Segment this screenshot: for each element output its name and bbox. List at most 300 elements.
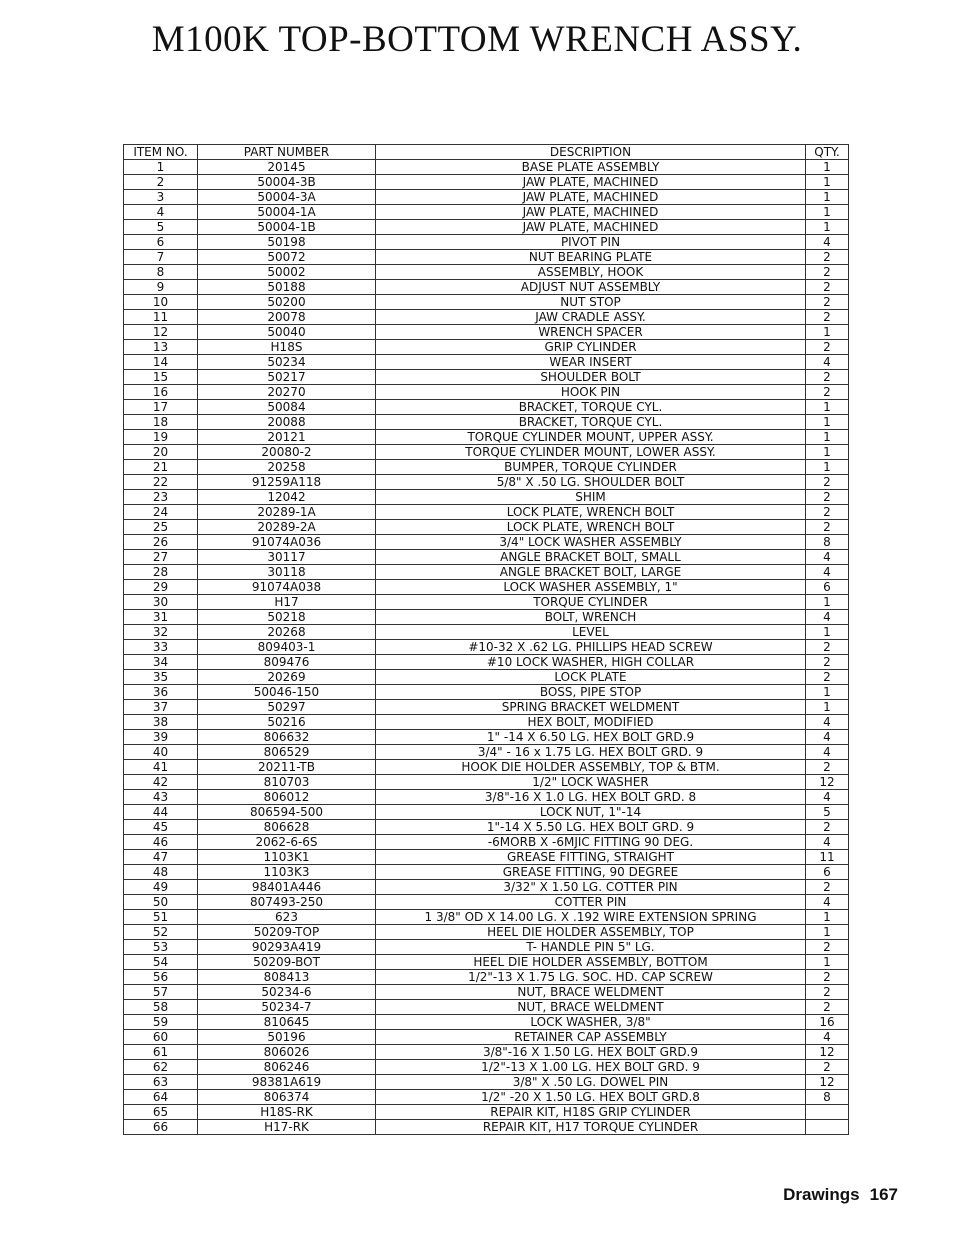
cell-item-no: 14 [124, 355, 198, 370]
cell-description: ASSEMBLY, HOOK [376, 265, 806, 280]
cell-description: JAW PLATE, MACHINED [376, 175, 806, 190]
cell-part-number: 91259A118 [198, 475, 376, 490]
cell-item-no: 10 [124, 295, 198, 310]
header-part-number: PART NUMBER [198, 145, 376, 160]
table-row [124, 340, 849, 355]
cell-part-number: 91074A036 [198, 535, 376, 550]
cell-description: NUT, BRACE WELDMENT [376, 1000, 806, 1015]
cell-qty: 2 [806, 370, 849, 385]
cell-description: 3/32" X 1.50 LG. COTTER PIN [376, 880, 806, 895]
cell-qty: 1 [806, 925, 849, 940]
cell-qty: 2 [806, 940, 849, 955]
cell-description: HEEL DIE HOLDER ASSEMBLY, TOP [376, 925, 806, 940]
cell-item-no: 5 [124, 220, 198, 235]
cell-description: JAW PLATE, MACHINED [376, 190, 806, 205]
cell-item-no: 16 [124, 385, 198, 400]
cell-description: HEX BOLT, MODIFIED [376, 715, 806, 730]
table-row [124, 205, 849, 220]
cell-qty: 4 [806, 895, 849, 910]
cell-part-number: 20268 [198, 625, 376, 640]
cell-part-number: 50004-3A [198, 190, 376, 205]
cell-part-number: 20145 [198, 160, 376, 175]
cell-item-no: 7 [124, 250, 198, 265]
table-row [124, 940, 849, 955]
cell-qty: 2 [806, 265, 849, 280]
cell-qty: 4 [806, 1030, 849, 1045]
cell-description: HOOK DIE HOLDER ASSEMBLY, TOP & BTM. [376, 760, 806, 775]
table-row [124, 1045, 849, 1060]
cell-qty: 4 [806, 355, 849, 370]
cell-description: COTTER PIN [376, 895, 806, 910]
cell-item-no: 50 [124, 895, 198, 910]
cell-description: SHOULDER BOLT [376, 370, 806, 385]
cell-item-no: 45 [124, 820, 198, 835]
cell-description: 5/8" X .50 LG. SHOULDER BOLT [376, 475, 806, 490]
cell-item-no: 40 [124, 745, 198, 760]
cell-description: BOSS, PIPE STOP [376, 685, 806, 700]
cell-qty: 2 [806, 820, 849, 835]
cell-description: HEEL DIE HOLDER ASSEMBLY, BOTTOM [376, 955, 806, 970]
cell-part-number: H18S [198, 340, 376, 355]
cell-item-no: 9 [124, 280, 198, 295]
cell-part-number: 806026 [198, 1045, 376, 1060]
cell-item-no: 22 [124, 475, 198, 490]
cell-qty: 1 [806, 430, 849, 445]
cell-item-no: 29 [124, 580, 198, 595]
cell-description: 3/8"-16 X 1.0 LG. HEX BOLT GRD. 8 [376, 790, 806, 805]
cell-part-number: 20088 [198, 415, 376, 430]
cell-qty: 6 [806, 580, 849, 595]
cell-description: SPRING BRACKET WELDMENT [376, 700, 806, 715]
cell-item-no: 36 [124, 685, 198, 700]
cell-part-number: 809476 [198, 655, 376, 670]
table-row [124, 1120, 849, 1135]
cell-qty: 1 [806, 190, 849, 205]
table-row [124, 610, 849, 625]
cell-part-number: 50188 [198, 280, 376, 295]
cell-item-no: 46 [124, 835, 198, 850]
cell-item-no: 52 [124, 925, 198, 940]
table-row [124, 655, 849, 670]
cell-qty: 1 [806, 415, 849, 430]
parts-list-table [123, 144, 849, 1135]
cell-qty: 1 [806, 175, 849, 190]
cell-description: 3/4" - 16 x 1.75 LG. HEX BOLT GRD. 9 [376, 745, 806, 760]
cell-qty: 2 [806, 655, 849, 670]
cell-part-number: 807493-250 [198, 895, 376, 910]
cell-qty [806, 1105, 849, 1120]
cell-item-no: 63 [124, 1075, 198, 1090]
cell-qty: 1 [806, 400, 849, 415]
table-row [124, 1105, 849, 1120]
table-row [124, 520, 849, 535]
cell-qty: 6 [806, 865, 849, 880]
cell-part-number: 30118 [198, 565, 376, 580]
cell-item-no: 1 [124, 160, 198, 175]
cell-item-no: 32 [124, 625, 198, 640]
header-description: DESCRIPTION [376, 145, 806, 160]
cell-description: GREASE FITTING, 90 DEGREE [376, 865, 806, 880]
cell-item-no: 11 [124, 310, 198, 325]
cell-description: LOCK PLATE, WRENCH BOLT [376, 505, 806, 520]
cell-description: T- HANDLE PIN 5" LG. [376, 940, 806, 955]
cell-item-no: 42 [124, 775, 198, 790]
table-row [124, 415, 849, 430]
cell-qty: 16 [806, 1015, 849, 1030]
table-body [124, 160, 849, 1135]
table-row [124, 775, 849, 790]
cell-qty: 2 [806, 520, 849, 535]
header-item-no: ITEM NO. [124, 145, 198, 160]
cell-description: PIVOT PIN [376, 235, 806, 250]
table-row [124, 385, 849, 400]
cell-item-no: 41 [124, 760, 198, 775]
cell-description: LEVEL [376, 625, 806, 640]
table-row [124, 670, 849, 685]
cell-item-no: 19 [124, 430, 198, 445]
table-row [124, 865, 849, 880]
cell-item-no: 31 [124, 610, 198, 625]
cell-qty: 2 [806, 670, 849, 685]
cell-item-no: 51 [124, 910, 198, 925]
cell-qty: 4 [806, 610, 849, 625]
table-row [124, 265, 849, 280]
cell-part-number: 20289-2A [198, 520, 376, 535]
table-row [124, 760, 849, 775]
cell-part-number: 806374 [198, 1090, 376, 1105]
table-row [124, 640, 849, 655]
cell-description: WEAR INSERT [376, 355, 806, 370]
cell-item-no: 61 [124, 1045, 198, 1060]
cell-description: BOLT, WRENCH [376, 610, 806, 625]
cell-item-no: 56 [124, 970, 198, 985]
cell-part-number: 50216 [198, 715, 376, 730]
cell-description: 1"-14 X 5.50 LG. HEX BOLT GRD. 9 [376, 820, 806, 835]
cell-qty: 2 [806, 490, 849, 505]
cell-description: BRACKET, TORQUE CYL. [376, 415, 806, 430]
cell-qty: 1 [806, 460, 849, 475]
cell-item-no: 49 [124, 880, 198, 895]
cell-item-no: 57 [124, 985, 198, 1000]
cell-qty: 4 [806, 730, 849, 745]
cell-qty: 1 [806, 700, 849, 715]
cell-item-no: 13 [124, 340, 198, 355]
cell-description: NUT BEARING PLATE [376, 250, 806, 265]
cell-item-no: 17 [124, 400, 198, 415]
cell-part-number: 50084 [198, 400, 376, 415]
cell-qty: 1 [806, 625, 849, 640]
cell-description: 3/8" X .50 LG. DOWEL PIN [376, 1075, 806, 1090]
cell-part-number: 20270 [198, 385, 376, 400]
table-row [124, 220, 849, 235]
cell-qty: 2 [806, 310, 849, 325]
table-row [124, 550, 849, 565]
cell-qty: 1 [806, 955, 849, 970]
table-row [124, 1075, 849, 1090]
cell-qty: 2 [806, 280, 849, 295]
table-row [124, 325, 849, 340]
cell-part-number: 50002 [198, 265, 376, 280]
cell-item-no: 53 [124, 940, 198, 955]
cell-description: 3/4" LOCK WASHER ASSEMBLY [376, 535, 806, 550]
cell-qty: 2 [806, 505, 849, 520]
table-row [124, 1015, 849, 1030]
cell-qty: 2 [806, 640, 849, 655]
cell-item-no: 43 [124, 790, 198, 805]
table-row [124, 715, 849, 730]
cell-item-no: 4 [124, 205, 198, 220]
table-row [124, 955, 849, 970]
cell-part-number: 806594-500 [198, 805, 376, 820]
cell-qty: 1 [806, 325, 849, 340]
cell-description: ANGLE BRACKET BOLT, LARGE [376, 565, 806, 580]
table-row [124, 370, 849, 385]
cell-description: BUMPER, TORQUE CYLINDER [376, 460, 806, 475]
cell-part-number: 98401A446 [198, 880, 376, 895]
cell-qty: 1 [806, 205, 849, 220]
cell-description: TORQUE CYLINDER MOUNT, UPPER ASSY. [376, 430, 806, 445]
header-qty: QTY. [806, 145, 849, 160]
cell-item-no: 33 [124, 640, 198, 655]
cell-item-no: 25 [124, 520, 198, 535]
cell-part-number: 50072 [198, 250, 376, 265]
cell-part-number: 30117 [198, 550, 376, 565]
cell-part-number: 90293A419 [198, 940, 376, 955]
cell-part-number: 809403-1 [198, 640, 376, 655]
table-row [124, 985, 849, 1000]
cell-item-no: 58 [124, 1000, 198, 1015]
cell-description: GREASE FITTING, STRAIGHT [376, 850, 806, 865]
cell-qty: 2 [806, 985, 849, 1000]
table-row [124, 850, 849, 865]
table-row [124, 460, 849, 475]
cell-item-no: 60 [124, 1030, 198, 1045]
cell-item-no: 34 [124, 655, 198, 670]
cell-qty: 2 [806, 385, 849, 400]
cell-item-no: 18 [124, 415, 198, 430]
cell-part-number: 623 [198, 910, 376, 925]
table-row [124, 565, 849, 580]
table-row [124, 685, 849, 700]
cell-description: 1/2"-13 X 1.75 LG. SOC. HD. CAP SCREW [376, 970, 806, 985]
cell-part-number: 2062-6-6S [198, 835, 376, 850]
cell-description: NUT STOP [376, 295, 806, 310]
cell-part-number: 50200 [198, 295, 376, 310]
cell-item-no: 66 [124, 1120, 198, 1135]
cell-item-no: 12 [124, 325, 198, 340]
cell-part-number: 20078 [198, 310, 376, 325]
cell-part-number: 50004-3B [198, 175, 376, 190]
table-row [124, 1030, 849, 1045]
cell-item-no: 44 [124, 805, 198, 820]
cell-item-no: 27 [124, 550, 198, 565]
cell-part-number: 50217 [198, 370, 376, 385]
cell-part-number: 20121 [198, 430, 376, 445]
table-row [124, 535, 849, 550]
cell-qty: 8 [806, 535, 849, 550]
table-row [124, 160, 849, 175]
cell-part-number: 50046-150 [198, 685, 376, 700]
cell-item-no: 64 [124, 1090, 198, 1105]
cell-qty: 1 [806, 910, 849, 925]
cell-description: ANGLE BRACKET BOLT, SMALL [376, 550, 806, 565]
cell-item-no: 2 [124, 175, 198, 190]
cell-description: JAW PLATE, MACHINED [376, 220, 806, 235]
cell-qty: 11 [806, 850, 849, 865]
cell-description: JAW PLATE, MACHINED [376, 205, 806, 220]
cell-description: TORQUE CYLINDER MOUNT, LOWER ASSY. [376, 445, 806, 460]
page-footer [783, 1185, 898, 1205]
cell-qty: 4 [806, 790, 849, 805]
cell-qty: 4 [806, 835, 849, 850]
footer-page-number: 167 [869, 1185, 898, 1204]
table-row [124, 475, 849, 490]
cell-description: SHIM [376, 490, 806, 505]
cell-part-number: 806628 [198, 820, 376, 835]
cell-item-no: 39 [124, 730, 198, 745]
table-row [124, 445, 849, 460]
cell-description: 1 3/8" OD X 14.00 LG. X .192 WIRE EXTENSION SPRING [376, 910, 806, 925]
table-row [124, 190, 849, 205]
cell-part-number: 50040 [198, 325, 376, 340]
cell-description: BASE PLATE ASSEMBLY [376, 160, 806, 175]
table-row [124, 280, 849, 295]
cell-item-no: 30 [124, 595, 198, 610]
cell-qty: 4 [806, 565, 849, 580]
cell-qty: 2 [806, 475, 849, 490]
cell-qty: 1 [806, 220, 849, 235]
cell-item-no: 26 [124, 535, 198, 550]
cell-part-number: 1103K3 [198, 865, 376, 880]
cell-qty: 2 [806, 970, 849, 985]
table-row [124, 910, 849, 925]
table-row [124, 745, 849, 760]
cell-description: TORQUE CYLINDER [376, 595, 806, 610]
cell-qty: 1 [806, 595, 849, 610]
cell-qty: 2 [806, 1060, 849, 1075]
table-row [124, 490, 849, 505]
cell-qty: 12 [806, 1045, 849, 1060]
cell-description: BRACKET, TORQUE CYL. [376, 400, 806, 415]
cell-description: WRENCH SPACER [376, 325, 806, 340]
cell-item-no: 59 [124, 1015, 198, 1030]
cell-description: 3/8"-16 X 1.50 LG. HEX BOLT GRD.9 [376, 1045, 806, 1060]
cell-item-no: 54 [124, 955, 198, 970]
cell-part-number: 20258 [198, 460, 376, 475]
cell-part-number: 20211-TB [198, 760, 376, 775]
table-row [124, 595, 849, 610]
cell-qty: 2 [806, 880, 849, 895]
cell-part-number: 50297 [198, 700, 376, 715]
table-row [124, 700, 849, 715]
cell-description: GRIP CYLINDER [376, 340, 806, 355]
cell-item-no: 48 [124, 865, 198, 880]
cell-part-number: 91074A038 [198, 580, 376, 595]
cell-item-no: 20 [124, 445, 198, 460]
cell-description: LOCK PLATE, WRENCH BOLT [376, 520, 806, 535]
cell-part-number: 1103K1 [198, 850, 376, 865]
table-row [124, 505, 849, 520]
cell-item-no: 3 [124, 190, 198, 205]
cell-description: 1/2" LOCK WASHER [376, 775, 806, 790]
table-row [124, 805, 849, 820]
cell-part-number: 50004-1B [198, 220, 376, 235]
table-row [124, 235, 849, 250]
cell-item-no: 24 [124, 505, 198, 520]
table-row [124, 430, 849, 445]
cell-description: #10-32 X .62 LG. PHILLIPS HEAD SCREW [376, 640, 806, 655]
table-row [124, 1090, 849, 1105]
cell-qty: 4 [806, 715, 849, 730]
cell-part-number: 806529 [198, 745, 376, 760]
cell-qty: 2 [806, 340, 849, 355]
cell-qty: 2 [806, 760, 849, 775]
cell-item-no: 21 [124, 460, 198, 475]
cell-description: REPAIR KIT, H17 TORQUE CYLINDER [376, 1120, 806, 1135]
cell-item-no: 15 [124, 370, 198, 385]
table-row [124, 175, 849, 190]
cell-description: 1" -14 X 6.50 LG. HEX BOLT GRD.9 [376, 730, 806, 745]
cell-item-no: 23 [124, 490, 198, 505]
table-row [124, 1060, 849, 1075]
cell-description: #10 LOCK WASHER, HIGH COLLAR [376, 655, 806, 670]
cell-part-number: 806632 [198, 730, 376, 745]
cell-part-number: 50198 [198, 235, 376, 250]
cell-description: 1/2"-13 X 1.00 LG. HEX BOLT GRD. 9 [376, 1060, 806, 1075]
table-row [124, 895, 849, 910]
cell-part-number: 808413 [198, 970, 376, 985]
table-row [124, 880, 849, 895]
cell-part-number: 810703 [198, 775, 376, 790]
cell-qty: 4 [806, 550, 849, 565]
table-row [124, 835, 849, 850]
cell-part-number: 12042 [198, 490, 376, 505]
cell-part-number: 20289-1A [198, 505, 376, 520]
cell-description: ADJUST NUT ASSEMBLY [376, 280, 806, 295]
cell-description: RETAINER CAP ASSEMBLY [376, 1030, 806, 1045]
page-title: M100K TOP-BOTTOM WRENCH ASSY. [151, 19, 803, 60]
cell-part-number: 810645 [198, 1015, 376, 1030]
cell-part-number: 98381A619 [198, 1075, 376, 1090]
cell-part-number: 20080-2 [198, 445, 376, 460]
cell-part-number: 806012 [198, 790, 376, 805]
cell-part-number: H17-RK [198, 1120, 376, 1135]
table-row [124, 310, 849, 325]
cell-part-number: 806246 [198, 1060, 376, 1075]
cell-part-number: 50234-7 [198, 1000, 376, 1015]
table-row [124, 250, 849, 265]
cell-item-no: 8 [124, 265, 198, 280]
cell-description: 1/2" -20 X 1.50 LG. HEX BOLT GRD.8 [376, 1090, 806, 1105]
cell-description: REPAIR KIT, H18S GRIP CYLINDER [376, 1105, 806, 1120]
cell-description: -6MORB X -6MJIC FITTING 90 DEG. [376, 835, 806, 850]
cell-item-no: 28 [124, 565, 198, 580]
table-row [124, 925, 849, 940]
cell-item-no: 37 [124, 700, 198, 715]
cell-qty: 12 [806, 1075, 849, 1090]
cell-description: LOCK NUT, 1"-14 [376, 805, 806, 820]
table-header-row [124, 145, 849, 160]
cell-item-no: 65 [124, 1105, 198, 1120]
cell-item-no: 47 [124, 850, 198, 865]
cell-description: NUT, BRACE WELDMENT [376, 985, 806, 1000]
footer-section: Drawings [783, 1185, 860, 1204]
cell-item-no: 38 [124, 715, 198, 730]
table-row [124, 625, 849, 640]
table-row [124, 730, 849, 745]
table-row [124, 820, 849, 835]
cell-qty: 4 [806, 235, 849, 250]
